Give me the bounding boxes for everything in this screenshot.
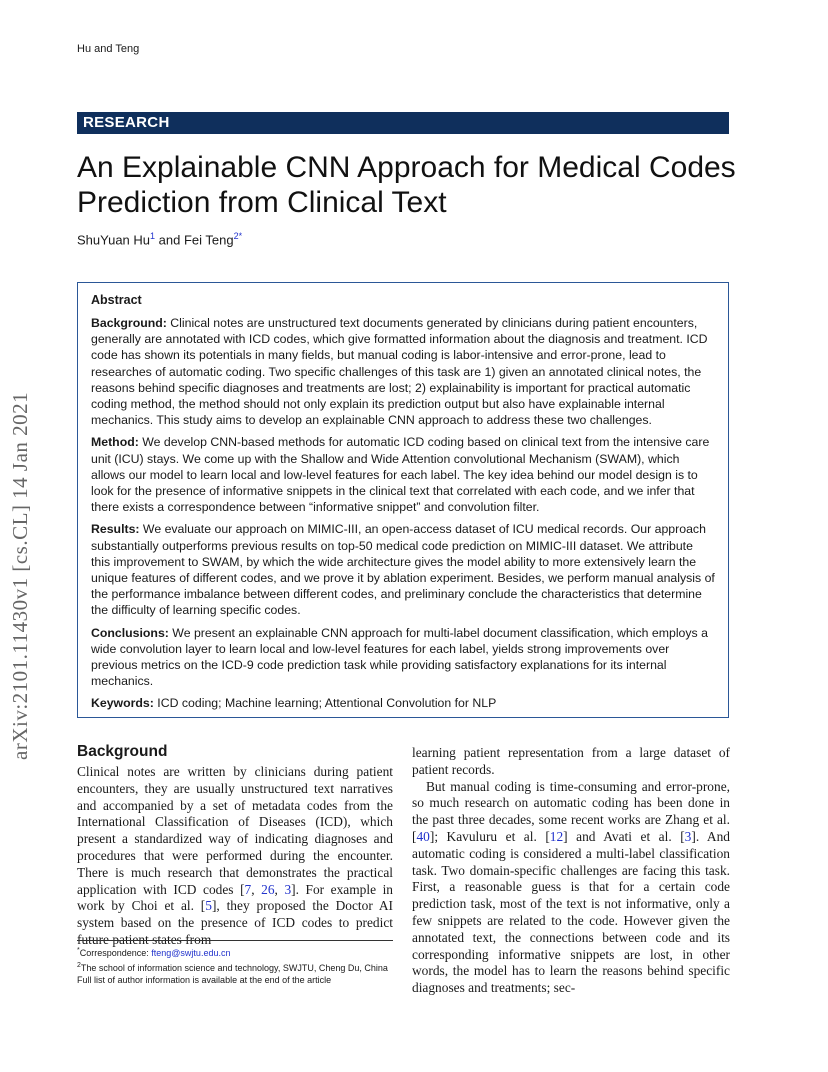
results-text: We evaluate our approach on MIMIC-III, an open-access dataset of ICU medical records. Our approach substantially outperforms previous results on top-50 medical code prediction on MIMIC-III dataset. We attribute this improvement to SWAM, by which the wide architecture gives the model ability to more extensively learn the unique features of different codes, and we prove it by ablation experiment. Besides, we perform manual analysis of the performance imbalance between different codes, and preliminary conclude the characteristics that determine the difficulty of learning specific codes. xyxy=(91,522,715,618)
body-text: ] and Avati et al. [ xyxy=(563,828,685,844)
conclusions-label: Conclusions: xyxy=(91,625,169,640)
abstract-heading: Abstract xyxy=(91,293,142,307)
footnote-author-info: Full list of author information is available at the end of the article xyxy=(77,975,332,986)
results-label: Results: xyxy=(91,522,140,537)
body-paragraph-continued: learning patient representation from a large dataset of patient records. xyxy=(412,745,730,777)
body-paragraph-1 xyxy=(77,764,393,949)
body-text: ]; Kavuluru et al. [ xyxy=(429,828,550,844)
section-bar: RESEARCH xyxy=(77,112,729,134)
abstract-method xyxy=(91,434,715,515)
abstract-box xyxy=(77,282,729,718)
footnote-mark: 2 xyxy=(77,961,81,969)
email-link[interactable]: fteng@swjtu.edu.cn xyxy=(151,948,231,958)
author-name-2: Fei Teng xyxy=(183,232,234,248)
conclusions-text: We present an explainable CNN approach for multi-label document classification, which employs a wide convolution layer to learn local and low-level features for each label, yields strong improvements over previous metrics on the ICD-9 code prediction task while providing satisfactory explanations for its internal mechanics. xyxy=(91,625,708,689)
citation-separator: , xyxy=(251,881,262,897)
body-text: ], they proposed the Doctor AI system based on the presence of ICD codes to predict future patient states from xyxy=(77,898,393,947)
arxiv-stamp: arXiv:2101.11430v1 [cs.CL] 14 Jan 2021 xyxy=(8,391,32,760)
abstract-background xyxy=(91,315,715,428)
abstract-keywords xyxy=(91,695,715,711)
citation-link[interactable]: 26 xyxy=(261,881,275,897)
citation-link[interactable]: 12 xyxy=(549,828,564,844)
body-text: ]. For example in work by Choi et al. [ xyxy=(77,881,393,914)
citation-link[interactable]: 3 xyxy=(284,881,292,897)
citation-link[interactable]: 7 xyxy=(244,881,252,897)
footnote-correspondence xyxy=(77,945,393,960)
title-line-2: Prediction from Clinical Text xyxy=(77,186,447,219)
author-list xyxy=(77,231,242,247)
author-and: and xyxy=(155,232,184,248)
method-label: Method: xyxy=(91,435,139,450)
affiliation-link-1[interactable]: 1 xyxy=(150,231,156,241)
footnotes xyxy=(77,940,393,987)
body-paragraph-2 xyxy=(412,779,730,997)
body-text: But manual coding is time-consuming and error-prone, so much research on automatic coding has been done in the past three decades, some recent works are Zhang et al. [ xyxy=(412,778,730,844)
left-column xyxy=(77,742,393,949)
citation-link[interactable]: 40 xyxy=(416,828,430,844)
paper-title xyxy=(77,150,757,220)
citation-link[interactable]: 3 xyxy=(684,828,692,844)
body-text: ]. And automatic coding is considered a multi-label classification task. Two domain-specific challenges are facing this task. First, a reasonable guess is that for a certain code prediction task, most of the text is not informative, only a few snippets are related to the code. However given the annotated text, the connections between code and its corresponding informative snippets are lost, in other words, the model has to learn the reasons behind specific diagnoses and treatments; sec- xyxy=(412,828,730,996)
method-text: We develop CNN-based methods for automatic ICD coding based on clinical text from the intensive care unit (ICU) stays. We come up with the Shallow and Wide Attention convolutional Mechanism (SWAM), which allows our model to learn local and low-level features for each label. The key idea behind our model design is to look for the presence of informative snippets in the clinical text that correlated with each code, and we infer that there exists a correspondence between “informative snippet” and convolution filter. xyxy=(91,435,710,515)
footnote-text: The school of information science and technology, SWJTU, Cheng Du, China xyxy=(80,962,388,973)
right-column xyxy=(412,745,730,997)
abstract-conclusions xyxy=(91,625,715,690)
citation-separator: , xyxy=(274,881,285,897)
running-head: Hu and Teng xyxy=(77,43,140,55)
affiliation-link-2[interactable]: 2* xyxy=(233,231,243,241)
title-line-1: An Explainable CNN Approach for Medical Codes xyxy=(77,151,736,184)
author-name-1: ShuYuan Hu xyxy=(77,232,151,248)
footnote-label: Correspondence: xyxy=(79,948,152,958)
section-heading-background: Background xyxy=(77,743,168,760)
background-label: Background: xyxy=(91,316,167,330)
keywords-text: ICD coding; Machine learning; Attentional Convolution for NLP xyxy=(153,696,497,711)
footnote-mark: * xyxy=(77,947,80,954)
body-text: Clinical notes are written by clinicians during patient encounters, they are usually unstructured text narratives and accompanied by a set of metadata codes from the International Classification of Diseases (ICD), which present a standardized way of indicating diagnoses and procedures that were performed during the encounter. There is much research that demonstrates the practical application with ICD codes [ xyxy=(77,764,393,897)
abstract-results xyxy=(91,521,715,618)
background-text: Clinical notes are unstructured text documents generated by clinicians during patient encounters, generally are annotated with ICD codes, which give formatted information about the diagnosis and treatment. ICD code has shown its potentials in many fields, but manual coding is labor-intensive and error-prone, lead to researches of automatic coding. Two specific challenges of this task are 1) given an annotated clinical notes, the reasons behind specific diagnoses and treatments are lost; 2) explainability is important for practical automatic coding method, the method should not only explain its prediction output but also have explainable internal mechanics. This study aims to develop an explainable CNN approach to address these two challenges. xyxy=(91,316,708,428)
footnote-affiliation xyxy=(77,960,393,975)
citation-link[interactable]: 5 xyxy=(205,898,212,914)
keywords-label: Keywords: xyxy=(91,696,154,711)
